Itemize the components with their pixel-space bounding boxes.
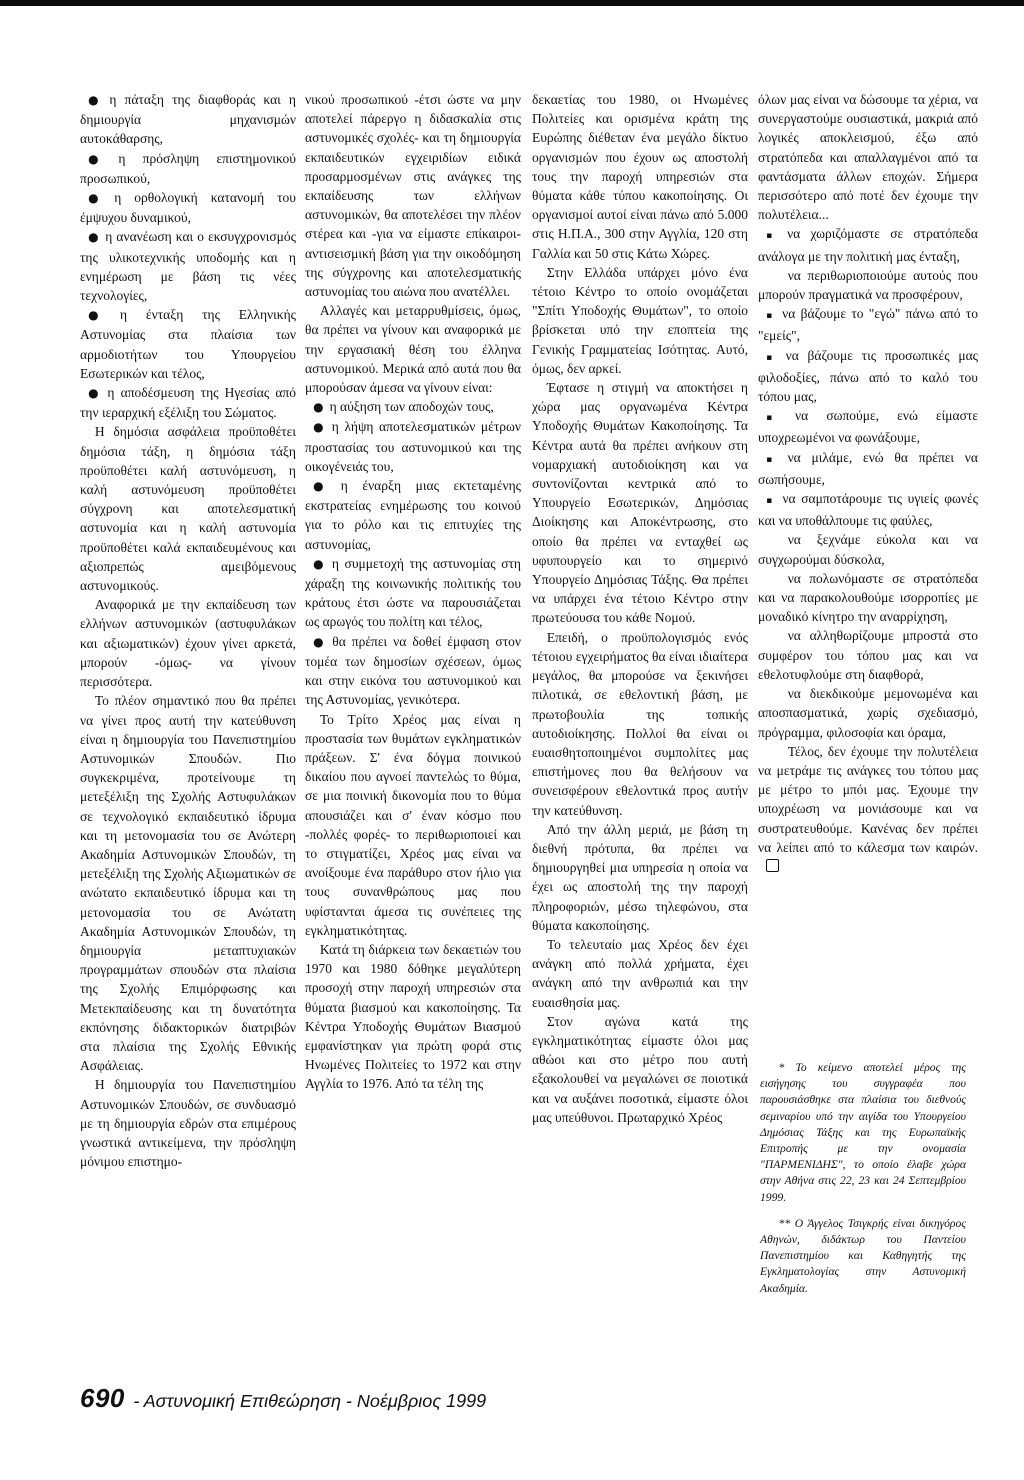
column-2	[305, 90, 521, 1094]
list-item: ● η ένταξη της Ελληνικής Αστυνομίας στα πλαίσια των αρμοδιοτήτων του Υπουργείου Εσωτερικών και τέλος,	[80, 305, 296, 383]
list-item: ● η ανανέωση και ο εκσυγχρονισμός της υλικοτεχνικής υποδομής και η ενημέρωση με βάση τις νέες τεχνολογίες,	[80, 227, 296, 305]
list-item: ● θα πρέπει να δοθεί έμφαση στον τομέα των δημοσίων σχέσεων, όμως και στην εικόνα του αστυνομικού και της Αστυνομίας, γενικότερα.	[305, 632, 521, 710]
paragraph: να αλληθωρίζουμε μπροστά στο συμφέρον του τόπου μας και να εθελοτυφλούμε στη διαφθορά,	[758, 628, 978, 682]
list-item: ● η αποδέσμευση της Ηγεσίας από την ιεραρχική εξέλιξη του Σώματος.	[80, 383, 296, 422]
paragraph: δεκαετίας του 1980, οι Ηνωμένες Πολιτείες και ορισμένα κράτη της Ευρώπης διέθεταν ένα μεγάλο δίκτυο οργανισμών που έχουν ως αποστολή τους την παροχή υπηρεσιών στα θύματα κάθε τύπου κακοποίησης. Οι οργανισμοί αυτοί είναι πάνω από 5.000 στις Η.Π.Α., 300 στην Αγγλία, 120 στη Γαλλία και 50 στις Κάτω Χώρες.	[532, 92, 748, 261]
paragraph: Κατά τη διάρκεια των δεκαετιών του 1970 και 1980 δόθηκε μεγαλύτερη προσοχή στην παροχή υπηρεσιών στα θύματα βιασμού και κακοποίησης. Τα Κέντρα Υποδοχής Θυμάτων Βιασμού εμφανίστηκαν για πρώτη φορά στις Ηνωμένες Πολιτείες το 1972 και στην Αγγλία το 1976. Από τα τέλη της	[305, 941, 521, 1092]
paragraph: Στην Ελλάδα υπάρχει μόνο ένα τέτοιο Κέντρο το οποίο ονομάζεται "Σπίτι Υποδοχής Θυμάτων", το οποίο βρίσκεται υπό την εποπτεία της Γενικής Γραμματείας Ισότητας. Αυτό, όμως, δεν αρκεί.	[532, 264, 748, 376]
paragraph: να ξεχνάμε εύκολα και να συγχωρούμαι δύσκολα,	[758, 532, 978, 567]
publication-info: - Αστυνομική Επιθεώρηση - Νοέμβριος 1999	[133, 1391, 487, 1411]
footnote-author-presentation: * Το κείμενο αποτελεί μέρος της εισήγησης του συγγραφέα που παρουσιάσθηκε στα πλαίσια του διεθνούς σεμιναρίου υπό την αιγίδα του Υπουργείου Δημόσιας Τάξης και της Ευρωπαϊκής Επιτροπής με την ονομασία "ΠΑΡΜΕΝΙΔΗΣ", το οποίο έλαβε χώρα στην Αθήνα στις 22, 23 και 24 Σεπτεμβρίου 1999.	[760, 1061, 966, 1204]
page-number: 690	[80, 1383, 125, 1413]
column-3	[532, 90, 748, 1127]
list-item: ● η συμμετοχή της αστυνομίας στη χάραξη της κοινωνικής πολιτικής του κράτους έτσι ώστε να παρουσιάζεται ως αρωγός του πολίτη και τέλος,	[305, 554, 521, 632]
list-item: ▪ να βάζουμε τις προσωπικές μας φιλοδοξίες, πάνω από το καλό του τόπου μας,	[758, 346, 978, 407]
list-item: ▪ να σαμποτάρουμε τις υγιείς φωνές και να υποθάλπουμε τις φαύλες,	[758, 489, 978, 530]
paragraph: Τέλος, δεν έχουμε την πολυτέλεια να μετράμε τις ανάγκες του τόπου μας με μέτρο το μπόι μας. Έχουμε την υποχρέωση να μονιάσουμε και να συστρατευθούμε. Κανένας δεν πρέπει να λείπει από το κάλεσμα των καιρών.	[758, 742, 978, 876]
end-of-article-mark	[766, 859, 779, 872]
paragraph: νικού προσωπικού -έτσι ώστε να μην αποτελεί πάρεργο η διδασκαλία στις αστυνομικές σχολές- και τη δημιουργία εκπαιδευτικών εγχειριδίων ειδικά προσαρμοσμένων στις ανάγκες της εκπαίδευσης των ελλήνων αστυνομικών, θα αποτελέσει την πλέον στέρεα και -για να είμαστε επίκαιροι- αντισεισμική βάση για την οικοδόμηση της σύγχρονης και αποτελεσματικής αστυνομίας του αιώνα που ανατέλλει.	[305, 92, 521, 300]
list-item: ● η αύξηση των αποδοχών τους,	[305, 397, 521, 417]
column-1	[80, 90, 296, 1171]
paragraph: Από την άλλη μεριά, με βάση τη διεθνή πρότυπα, θα πρέπει να δημιουργηθεί μια υπηρεσία η οποία να έχει ως αποστολή της την παροχή πληροφοριών, μέσω τηλεφώνου, στα θύματα κακοποίησης.	[532, 821, 748, 933]
paragraph: Έφτασε η στιγμή να αποκτήσει η χώρα μας οργανωμένα Κέντρα Υποδοχής Θυμάτων Κακοποίησης. Τα Κέντρα αυτά θα πρέπει ανήκουν στη νομαρχιακή αυτοδιοίκηση και να συντονίζονται κεντρικά από το Υπουργείο Εσωτερικών, Δημόσιας Διοίκησης και Αποκέντρωσης, στο οποίο θα πρέπει να ενταχθεί ως υφυπουργείο και το σημερινό Υπουργείο Δημόσιας Τάξης. Θα πρέπει να υπάρχει ένα τέτοιο Κέντρο στην πρωτεύουσα του κάθε Νομού.	[532, 380, 748, 626]
list-item: ▪ να βάζουμε το "εγώ" πάνω από το "εμείς",	[758, 304, 978, 345]
list-item: ▪ να σωπούμε, ενώ είμαστε υποχρεωμένοι να φωνάξουμε,	[758, 406, 978, 447]
list-item: ● η λήψη αποτελεσματικών μέτρων προστασίας του αστυνομικού και της οικογένειάς του,	[305, 417, 521, 476]
list-item: ● η έναρξη μιας εκτεταμένης εκστρατείας ενημέρωσης του κοινού για το ρόλο και τις επιτυχίες της αστυνομίας,	[305, 476, 521, 554]
page-footer	[80, 1383, 486, 1414]
list-item: ▪ να χωριζόμαστε σε στρατόπεδα ανάλογα με την πολιτική μας ένταξη,	[758, 224, 978, 265]
paragraph: όλων μας είναι να δώσουμε τα χέρια, να συνεργαστούμε ουσιαστικά, μακριά από λογικές αποκλεισμού, έξω από στρατόπεδα και απαλλαγμένοι από τα φαντάσματα άλλων εποχών. Σήμερα περισσότερο από ποτέ δεν έχουμε την πολυτέλεια...	[758, 92, 978, 223]
paragraph: Το πλέον σημαντικό που θα πρέπει να γίνει προς αυτή την κατεύθυνση είναι η δημιουργία του Πανεπιστημίου Αστυνομικών Σπουδών. Πιο συγκεκριμένα, προτείνουμε τη μετεξέλιξη της Σχολής Αστυφυλάκων σε τεχνολογικό εκπαιδευτικό ίδρυμα και τη μετονομασία του σε Ανώτερη Ακαδημία Αστυνομικών Σπουδών, τη μετεξέλιξη της Σχολής Αξιωματικών σε ανώτατο εκπαιδευτικό ίδρυμα και τη μετονομασία του σε Ανώτατη Ακαδημία Αστυνομικών Σπουδών, τη δημιουργία μεταπτυχιακών προγραμμάτων σπουδών στα πλαίσια της Σχολής Επιμόρφωσης και Μετεκπαίδευσης και τη δυνατότητα εκπόνησης διδακτορικών διατριβών στα πλαίσια της Σχολής Εθνικής Ασφάλειας.	[80, 693, 296, 1074]
paragraph: Το τελευταίο μας Χρέος δεν έχει ανάγκη από πολλά χρήματα, έχει ανάγκη από την ανθρωπιά και την ευαισθησία μας.	[532, 936, 748, 1010]
list-item: ● η πρόσληψη επιστημονικού προσωπικού,	[80, 149, 296, 188]
paragraph: να πολωνόμαστε σε στρατόπεδα και να παρακολουθούμε ισορροπίες με μοναδικό κίνητρο την αναρρίχηση,	[758, 570, 978, 625]
paragraph: Αναφορικά με την εκπαίδευση των ελλήνων αστυνομικών (αστυφυλάκων και αξιωματικών) έχουν γίνει αρκετά, μπορούν -όμως- να γίνουν περισσότερα.	[80, 597, 296, 690]
paragraph: Το Τρίτο Χρέος μας είναι η προστασία των θυμάτων εγκληματικών πράξεων. Σ' ένα δόγμα ποινικού δικαίου που αγνοεί παντελώς το θύμα, σε μια ποινική δικονομία που το θύμα απουσιάζει και σ' έναν κόσμο που -πολλές φορές- το περιθωριοποιεί και το στιγματίζει, Χρέος μας είναι να ανοίξουμε ένα παράθυρο στον ήλιο για τους συνανθρώπους μας που υφίστανται άμεσα τις συνέπειες της εγκληματικότητας.	[305, 711, 521, 938]
paragraph: Στον αγώνα κατά της εγκληματικότητας είμαστε όλοι μας αθώοι και στο μέτρο που αυτή εξακολουθεί να μεγαλώνει σε ποιοτικά και να αυξάνει ποσοτικά, είμαστε όλοι μας υπεύθυνοι. Πρωταρχικό Χρέος	[532, 1013, 748, 1125]
paragraph: Η δημόσια ασφάλεια προϋποθέτει δημόσια τάξη, η δημόσια τάξη προϋποθέτει καλή αστυνόμευση, η καλή αστυνόμευση προϋποθέτει σύγχρονη και αποτελεσματική αστυνομία και η καλή αστυνομία προϋποθέτει καλά εκπαιδευμένους και αξιοπρεπώς αμειβόμενους αστυνομικούς.	[80, 424, 296, 594]
paragraph: Αλλαγές και μεταρρυθμίσεις, όμως, θα πρέπει να γίνουν και αναφορικά με την εργασιακή θέση του έλληνα αστυνομικού. Μερικά από αυτά που θα μπορούσαν άμεσα να γίνουν είναι:	[305, 303, 521, 396]
paragraph: Η δημιουργία του Πανεπιστημίου Αστυνομικών Σπουδών, σε συνδυασμό με τη δημιουργία εδρών στα επιμέρους γνωστικά αντικείμενα, την πρόσληψη μόνιμου επιστημο-	[80, 1077, 296, 1170]
footnotes	[760, 1060, 966, 1307]
footnote-author-bio: ** Ο Άγγελος Τσιγκρής είναι δικηγόρος Αθηνών, διδάκτωρ του Παντείου Πανεπιστημίου και Καθηγητής της Εγκληματολογίας στην Αστυνομική Ακαδημία.	[760, 1216, 966, 1295]
list-item: ● η πάταξη της διαφθοράς και η δημιουργία μηχανισμών αυτοκάθαρσης,	[80, 90, 296, 149]
list-item: ▪ να μιλάμε, ενώ θα πρέπει να σωπήσουμε,	[758, 448, 978, 489]
column-4	[758, 90, 978, 876]
list-item: ● η ορθολογική κατανομή του έμψυχου δυναμικού,	[80, 188, 296, 227]
top-border	[0, 0, 1024, 6]
paragraph: να περιθωριοποιούμε αυτούς που μπορούν πραγματικά να προσφέρουν,	[758, 267, 978, 303]
paragraph: να διεκδικούμε μεμονωμένα και αποσπασματικά, χωρίς σχεδιασμό, πρόγραμμα, φιλοσοφία και όραμα,	[758, 686, 978, 740]
paragraph: Επειδή, ο προϋπολογισμός ενός τέτοιου εγχειρήματος θα είναι ιδιαίτερα μεγάλος, θα μπορούσε να ξεκινήσει πιλοτικά, σε εθελοντική βάση, με πρωτοβουλία της τοπικής αυτοδιοίκησης. Πολλοί θα είναι οι ευαισθητοποιημένοι συμπολίτες μας επιστήμονες που θα θελήσουν να συνεισφέρουν εθελοντικά προς αυτήν την κατεύθυνση.	[532, 629, 748, 818]
